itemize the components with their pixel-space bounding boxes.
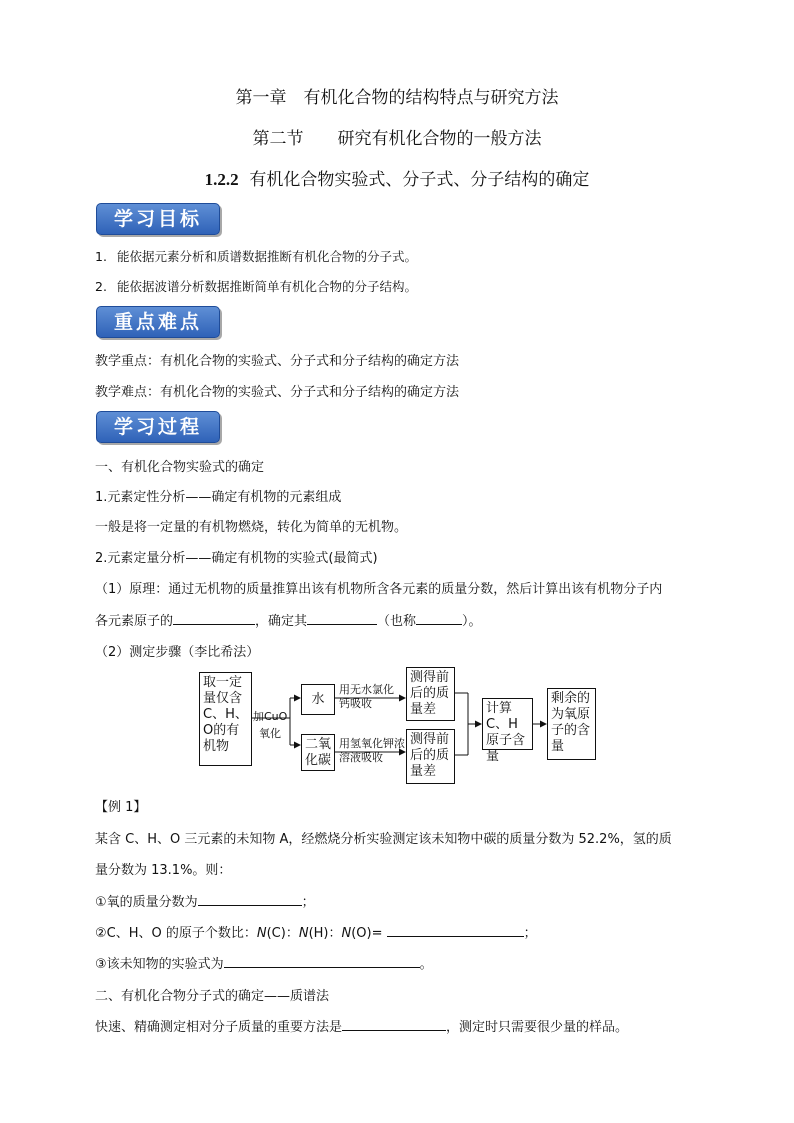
example-label: 【例 1】 bbox=[95, 800, 147, 815]
question-3-end: 。 bbox=[419, 957, 433, 972]
question-2-end: ； bbox=[523, 926, 537, 941]
part1-heading: 一、有机化合物实验式的确定 bbox=[95, 460, 265, 475]
question-2-c: (C)： bbox=[266, 926, 299, 941]
example-question-3 bbox=[95, 953, 433, 972]
answer-blank-oxygen-fraction[interactable] bbox=[198, 891, 302, 906]
steps-heading: （2）测定步骤（李比希法） bbox=[95, 645, 260, 660]
question-1-text: ①氧的质量分数为 bbox=[95, 895, 198, 910]
teaching-difficulty: 教学难点：有机化合物的实验式、分子式和分子结构的确定方法 bbox=[95, 385, 460, 400]
part2-text bbox=[95, 1016, 628, 1035]
teaching-focus: 教学重点：有机化合物的实验式、分子式和分子结构的确定方法 bbox=[95, 354, 460, 369]
part2-heading: 二、有机化合物分子式的确定——质谱法 bbox=[95, 989, 330, 1004]
question-2-o: (O)= bbox=[351, 926, 383, 941]
symbol-n-o: N bbox=[341, 926, 352, 941]
principle-text-2: ，确定其 bbox=[255, 614, 308, 629]
flow-label-absorb-water: 用无水氯化钙吸收 bbox=[339, 683, 394, 710]
flow-box-water: 水 bbox=[301, 684, 335, 715]
section-title: 第二节 研究有机化合物的一般方法 bbox=[252, 129, 542, 149]
part2-text-1: 快速、精确测定相对分子质量的重要方法是 bbox=[95, 1020, 343, 1035]
lesson-title-text: 有机化合物实验式、分子式、分子结构的确定 bbox=[249, 170, 590, 190]
answer-blank-mass-spec[interactable] bbox=[342, 1016, 446, 1031]
principle-text-1: 各元素原子的 bbox=[95, 614, 174, 629]
symbol-n-c: N bbox=[256, 926, 267, 941]
quantitative-heading: 2.元素定量分析——确定有机物的实验式(最简式) bbox=[95, 551, 378, 566]
principle-text-4: ）。 bbox=[462, 614, 482, 629]
flow-box-sample: 取一定量仅含C、H、O的有机物 bbox=[199, 672, 252, 766]
qualitative-text: 一般是将一定量的有机物燃烧，转化为简单的无机物。 bbox=[95, 520, 408, 535]
question-3-text: ③该未知物的实验式为 bbox=[95, 957, 224, 972]
goal-text: 能依据波谱分析数据推断简单有机化合物的分子结构。 bbox=[117, 279, 418, 294]
flow-box-remaining: 剩余的为氧原子的含量 bbox=[547, 688, 596, 760]
symbol-n-h: N bbox=[298, 926, 309, 941]
goal-text: 能依据元素分析和质谱数据推断有机化合物的分子式。 bbox=[117, 249, 418, 264]
flow-box-mass-diff-1: 测得前后的质量差 bbox=[406, 667, 455, 721]
principle-line-1: （1）原理：通过无机物的质量推算出该有机物所含各元素的质量分数，然后计算出该有机物分子内 bbox=[95, 582, 663, 597]
goals-banner: 学习目标 bbox=[96, 203, 220, 235]
qualitative-heading: 1.元素定性分析——确定有机物的元素组成 bbox=[95, 490, 342, 505]
example-stem-1: 某含 C、H、O 三元素的未知物 A，经燃烧分析实验测定该未知物中碳的质量分数为 52.2%，氢的质 bbox=[95, 832, 672, 847]
answer-blank-atom-ratio[interactable] bbox=[387, 922, 524, 937]
flow-box-mass-diff-2: 测得前后的质量差 bbox=[406, 729, 455, 784]
flow-box-compute: 计算C、H原子含量 bbox=[482, 698, 533, 750]
flow-label-absorb-co2: 用氢氧化钾浓溶液吸收 bbox=[339, 737, 405, 764]
flow-label-cuo: 加CuO bbox=[253, 710, 288, 723]
example-question-2 bbox=[95, 922, 537, 941]
lesson-number: 1.2.2 bbox=[204, 170, 239, 189]
principle-text-3: （也称 bbox=[377, 614, 417, 629]
flow-label-oxidize: 氧化 bbox=[259, 727, 281, 740]
part2-text-2: ，测定时只需要很少量的样品。 bbox=[446, 1020, 629, 1035]
goal-number: 2. bbox=[95, 279, 107, 294]
example-question-1 bbox=[95, 891, 315, 910]
process-banner: 学习过程 bbox=[96, 411, 220, 443]
key-points-banner: 重点难点 bbox=[96, 306, 220, 338]
question-1-end: ； bbox=[301, 895, 315, 910]
chapter-title: 第一章 有机化合物的结构特点与研究方法 bbox=[235, 88, 559, 108]
question-2-h: (H)： bbox=[308, 926, 342, 941]
goal-number: 1. bbox=[95, 249, 107, 264]
example-stem-2: 量分数为 13.1%。则： bbox=[95, 863, 232, 878]
flow-box-co2: 二氧化碳 bbox=[301, 734, 335, 771]
answer-blank-empirical-formula[interactable] bbox=[224, 953, 420, 968]
question-2-text: ②C、H、O 的原子个数比： bbox=[95, 926, 257, 941]
